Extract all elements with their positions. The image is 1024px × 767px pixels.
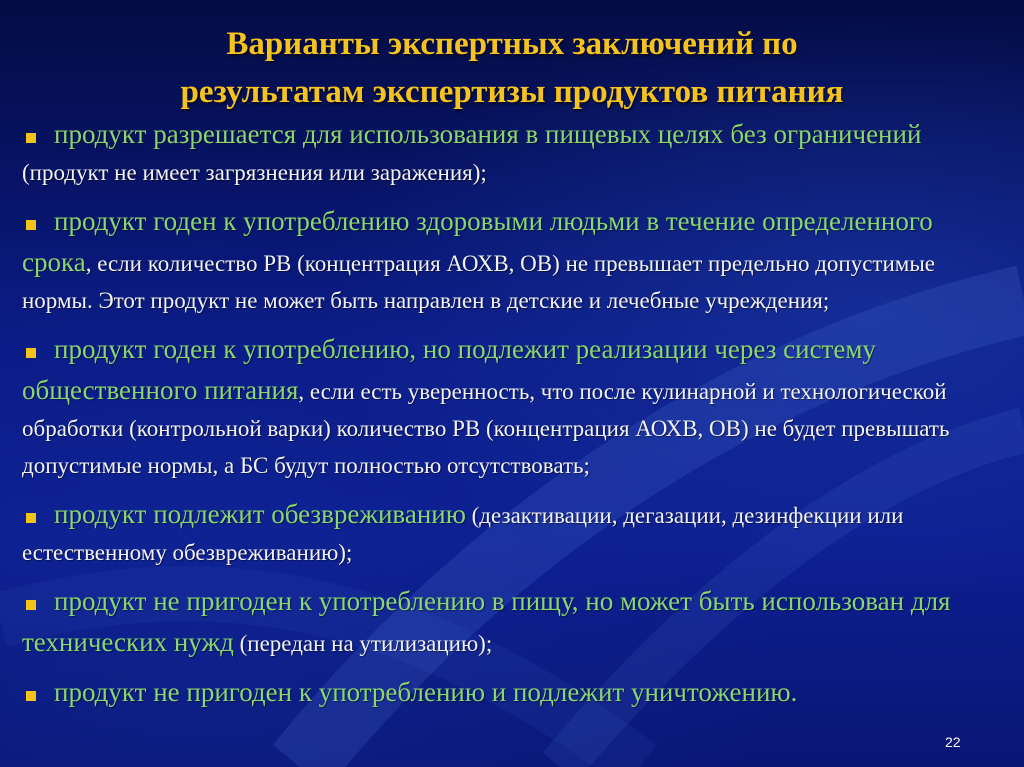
item-text: , если есть уверенность, что после кулинарной и технологической обработки (контрольной варки) количество РВ (концентрация АОХВ, ОВ) не будет превышать допустимые нормы, а БС будут полностью отсутствовать; (22, 379, 950, 478)
square-bullet-icon (26, 133, 36, 143)
item-highlight: продукт годен к употреблению, но подлежит реализации через систему общественного питания (22, 334, 876, 405)
item-text: (продукт не имеет загрязнения или заражения); (22, 160, 487, 185)
item-highlight: продукт годен к употреблению здоровыми людьми в течение определенного срока (22, 206, 933, 277)
list-item (22, 331, 1007, 487)
item-text: (дезактивации, дегазации, дезинфекции или естественному обезвреживанию); (22, 503, 904, 565)
list-item (22, 674, 1007, 715)
item-text: (передан на утилизацию); (233, 631, 493, 656)
item-highlight: продукт не пригоден к употреблению и подлежит уничтожению. (54, 677, 798, 707)
list-item (22, 496, 1007, 574)
square-bullet-icon (26, 513, 36, 523)
slide-title (40, 20, 984, 116)
item-highlight: продукт подлежит обезвреживанию (54, 499, 466, 529)
square-bullet-icon (26, 600, 36, 610)
page-number: 22 (945, 734, 961, 750)
square-bullet-icon (26, 691, 36, 701)
conclusion-list (22, 116, 1007, 724)
square-bullet-icon (26, 348, 36, 358)
slide-title-line-2: результатам экспертизы продуктов питания (180, 74, 844, 110)
item-text: , если количество РВ (концентрация АОХВ, ОВ) не превышает предельно допустимые нормы. Этот продукт не может быть направлен в детские и лечебные учреждения; (22, 251, 935, 313)
square-bullet-icon (26, 220, 36, 230)
slide-title-line-1: Варианты экспертных заключений по (226, 26, 798, 62)
list-item (22, 203, 1007, 322)
list-item (22, 583, 1007, 665)
list-item (22, 116, 1007, 194)
item-highlight: продукт не пригоден к употреблению в пищу, но может быть использован для технических нужд (22, 586, 951, 657)
item-highlight: продукт разрешается для использования в пищевых целях без ограничений (54, 119, 922, 149)
